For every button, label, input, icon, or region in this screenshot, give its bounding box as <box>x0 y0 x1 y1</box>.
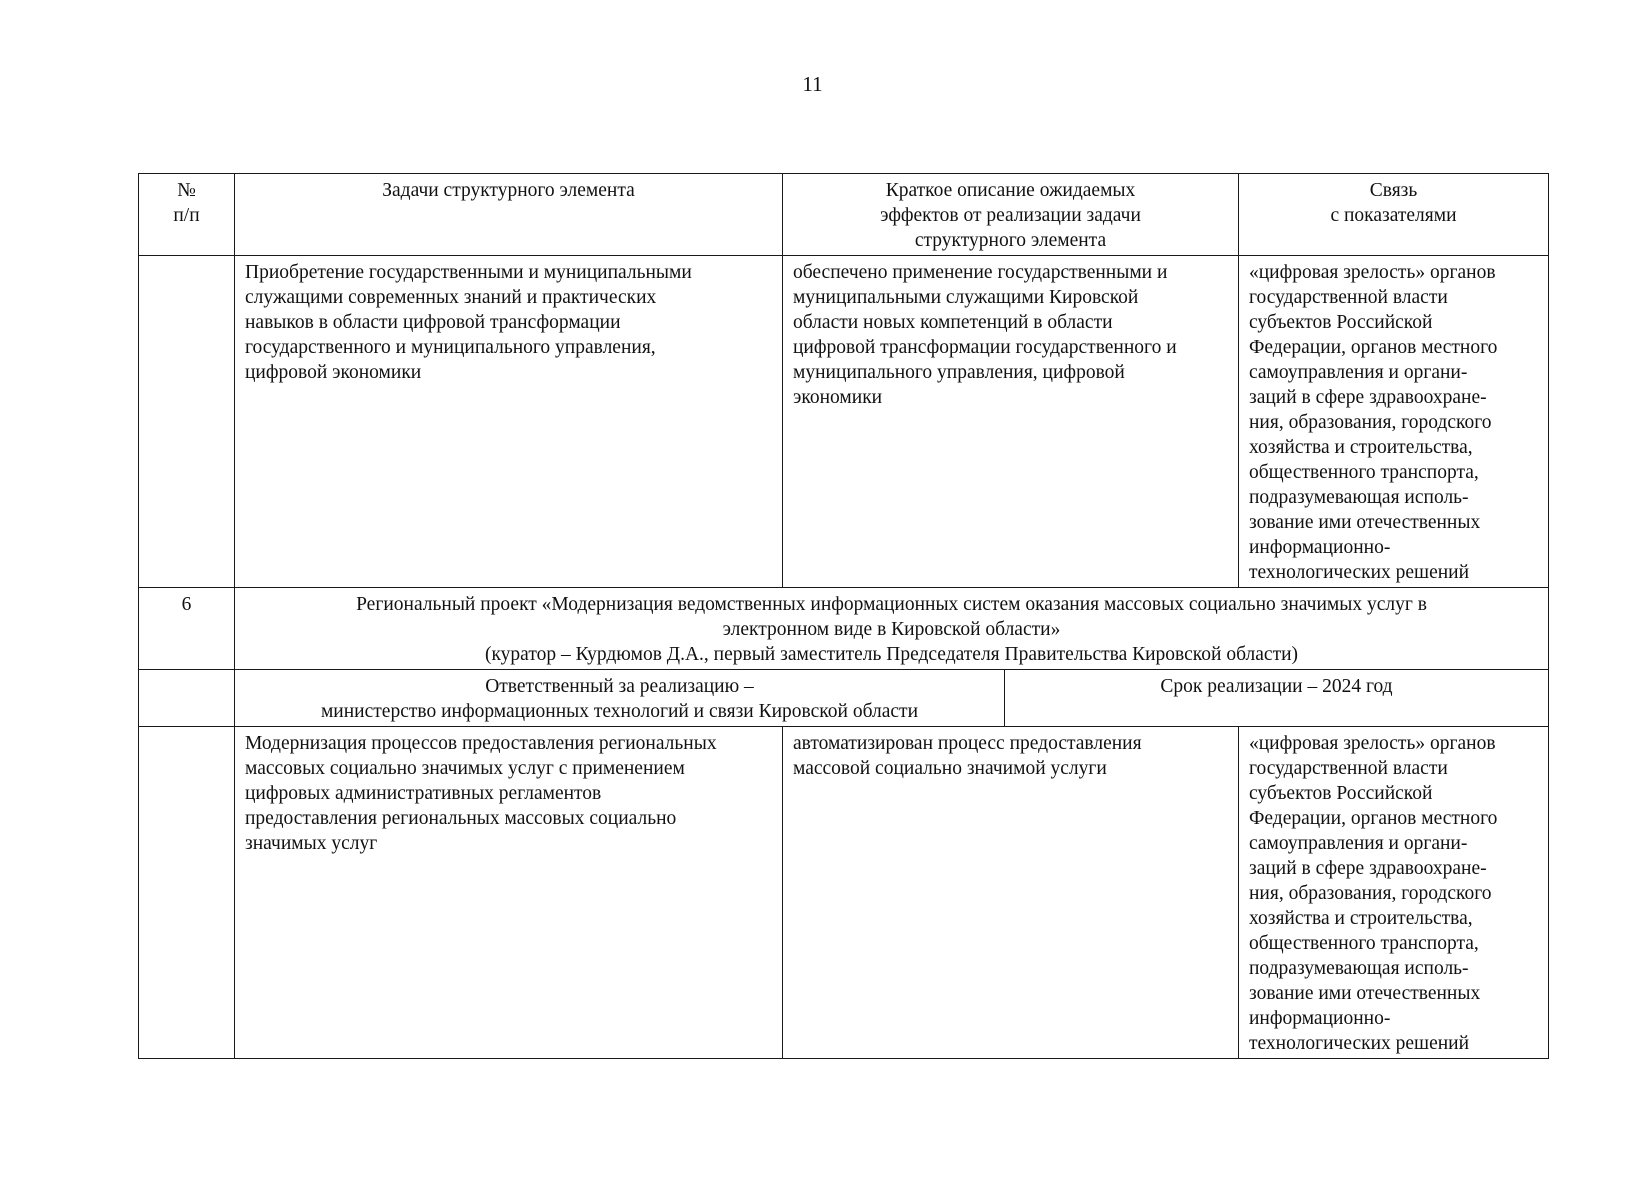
project-number: 6 <box>139 588 235 670</box>
term-text: Срок реализации – 2024 год <box>1005 670 1549 727</box>
responsible-text: Ответственный за реализацию – министерство информационных технологий и связи Кировской области <box>235 670 1005 727</box>
table-row <box>139 727 1549 1059</box>
responsible-number <box>139 670 235 727</box>
header-effects: Краткое описание ожидаемых эффектов от реализации задачи структурного элемента <box>783 174 1239 256</box>
project-title: Региональный проект «Модернизация ведомственных информационных систем оказания массовых социально значимых услуг в электронном виде в Кировской области» (куратор – Курдюмов Д.А., первый заместитель Председателя Правительства Кировской области) <box>235 588 1549 670</box>
indicator-link-cell: «цифровая зрелость» органов государственной власти субъектов Российской Федерации, органов местного самоуправления и органи- заций в сфере здравоохране- ния, образования, городского хозяйства и строительства, общественного транспорта, подразумевающая исполь- зование ими отечественных информационно- технологических решений <box>1239 256 1549 588</box>
page-number: 11 <box>802 72 823 96</box>
task-cell: Приобретение государственными и муниципальными служащими современных знаний и практических навыков в области цифровой трансформации государственного и муниципального управления, цифровой экономики <box>235 256 783 588</box>
row-number <box>139 256 235 588</box>
task-cell: Модернизация процессов предоставления региональных массовых социально значимых услуг с применением цифровых административных регламентов предоставления региональных массовых социально значимых услуг <box>235 727 783 1059</box>
project-table <box>138 173 1549 1059</box>
responsible-row <box>139 670 1549 727</box>
table-header-row <box>139 174 1549 256</box>
effect-cell: автоматизирован процесс предоставления массовой социально значимой услуги <box>783 727 1239 1059</box>
header-tasks: Задачи структурного элемента <box>235 174 783 256</box>
header-number: № п/п <box>139 174 235 256</box>
header-link: Связь с показателями <box>1239 174 1549 256</box>
table-row <box>139 256 1549 588</box>
indicator-link-cell: «цифровая зрелость» органов государственной власти субъектов Российской Федерации, органов местного самоуправления и органи- заций в сфере здравоохране- ния, образования, городского хозяйства и строительства, общественного транспорта, подразумевающая исполь- зование ими отечественных информационно- технологических решений <box>1239 727 1549 1059</box>
project-row <box>139 588 1549 670</box>
effect-cell: обеспечено применение государственными и муниципальными служащими Кировской области новых компетенций в области цифровой трансформации государственного и муниципального управления, цифровой экономики <box>783 256 1239 588</box>
row-number <box>139 727 235 1059</box>
